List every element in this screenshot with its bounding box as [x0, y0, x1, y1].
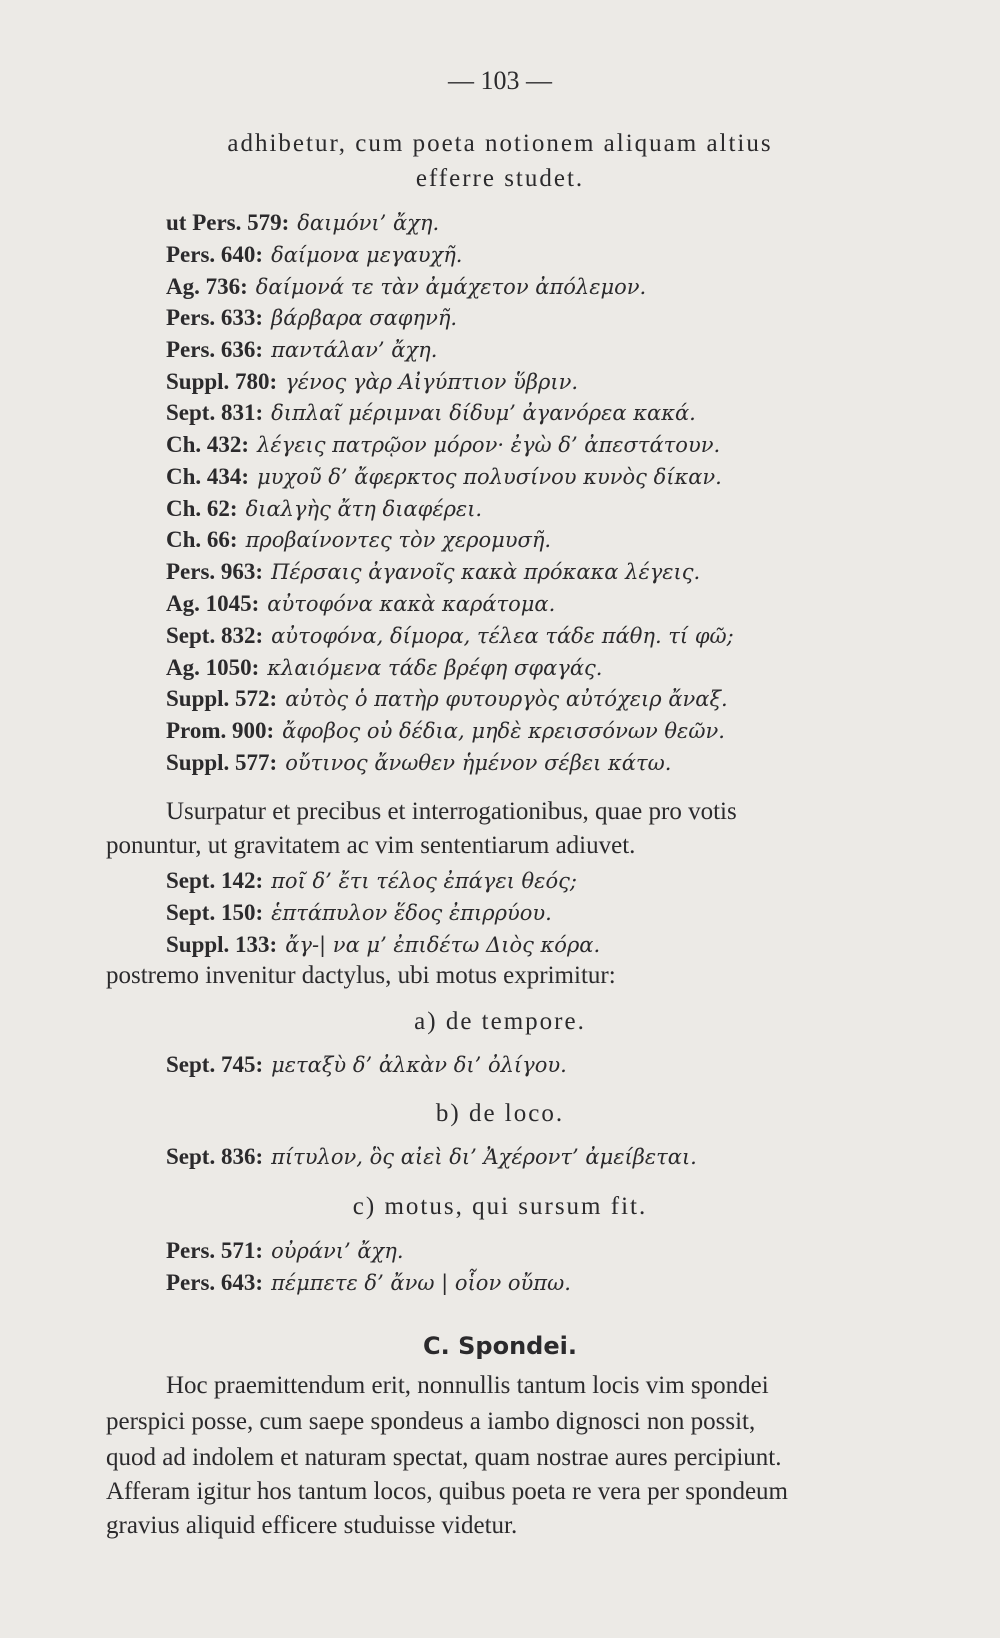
citation: Ag. 736: — [166, 274, 248, 299]
greek-quote: οὔτινος ἄνωθεν ἡμένον σέβει κάτω. — [285, 751, 672, 775]
citation: Sept. 836: — [166, 1144, 264, 1169]
citation: Sept. 745: — [166, 1052, 264, 1077]
paragraph-line: gravius aliquid efficere studuisse videtur. — [106, 1512, 518, 1539]
citation: Pers. 963: — [166, 559, 264, 584]
subsection-c-label: c) motus, qui sursum fit. — [352, 1193, 648, 1220]
citation: Ag. 1050: — [166, 655, 260, 680]
example-row — [166, 305, 457, 331]
paragraph-line: quod ad indolem et naturam spectat, quam nostrae aures percipiunt. — [106, 1444, 782, 1471]
example-row — [166, 868, 577, 894]
greek-quote: αὐτοφόνα κακὰ καράτομα. — [267, 592, 556, 616]
citation: Sept. 142: — [166, 868, 264, 893]
greek-quote: Πέρσαις ἀγανοῖς κακὰ πρόκακα λέγεις. — [271, 560, 701, 584]
greek-quote: γένος γὰρ Αἰγύπτιον ὕβριν. — [285, 370, 579, 394]
subsection-a-label: a) de tempore. — [414, 1008, 586, 1035]
greek-quote: ἄφοβος οὐ δέδια, μηδὲ κρεισσόνων θεῶν. — [282, 719, 725, 743]
citation: Ch. 66: — [166, 527, 238, 552]
citation: Pers. 640: — [166, 242, 264, 267]
section-heading: C. Spondei. — [423, 1332, 577, 1360]
citation: Ch. 434: — [166, 464, 250, 489]
intro-line-2: efferre studet. — [415, 165, 585, 192]
example-row — [166, 750, 671, 776]
example-row — [166, 369, 578, 395]
greek-quote: πίτυλον, ὃς αἰεὶ δι’ Ἀχέροντ’ ἀμείβεται. — [271, 1145, 697, 1169]
citation: Pers. 636: — [166, 337, 264, 362]
citation: Ag. 1045: — [166, 591, 260, 616]
citation: Suppl. 133: — [166, 932, 278, 957]
citation: Suppl. 780: — [166, 369, 278, 394]
example-row — [166, 559, 700, 585]
greek-quote: αὐτὸς ὁ πατὴρ φυτουργὸς αὐτόχειρ ἄναξ. — [285, 687, 728, 711]
example-row — [166, 1144, 697, 1170]
greek-quote: αὐτοφόνα, δίμορα, τέλεα τάδε πάθη. τί φῶ; — [271, 624, 734, 648]
greek-quote: κλαιόμενα τάδε βρέφη σφαγάς. — [267, 656, 603, 680]
example-row — [166, 1238, 404, 1264]
page-number: — 103 — — [448, 66, 552, 95]
example-row — [166, 1052, 567, 1078]
greek-quote: μεταξὺ δ’ ἀλκὰν δι’ ὀλίγου. — [271, 1053, 567, 1077]
example-row — [166, 464, 722, 490]
greek-quote: δαίμονά τε τὰν ἀμάχετον ἀπόλεμον. — [255, 275, 647, 299]
citation: Pers. 633: — [166, 305, 264, 330]
example-row — [166, 432, 720, 458]
example-row — [166, 496, 482, 522]
paragraph-line: Afferam igitur hos tantum locos, quibus poeta re vera per spondeum — [106, 1478, 789, 1505]
example-row — [166, 337, 437, 363]
citation: Pers. 643: — [166, 1270, 264, 1295]
paragraph-line: Hoc praemittendum erit, nonnullis tantum locis vim spondei — [166, 1372, 769, 1399]
greek-quote: προβαίνοντες τὸν χερομυσῆ. — [245, 528, 552, 552]
example-row — [166, 900, 552, 926]
example-row — [166, 1270, 571, 1296]
greek-quote: μυχοῦ δ’ ἄφερκτος πολυσίνου κυνὸς δίκαν. — [257, 465, 722, 489]
example-row — [166, 591, 555, 617]
greek-quote: ποῖ δ’ ἔτι τέλος ἐπάγει θεός; — [271, 869, 577, 893]
citation: Sept. 832: — [166, 623, 264, 648]
greek-quote: δαίμονα μεγαυχῆ. — [271, 243, 463, 267]
example-row — [166, 932, 600, 958]
postremo-line: postremo invenitur dactylus, ubi motus exprimitur: — [106, 962, 616, 989]
example-row — [166, 242, 462, 268]
greek-quote: βάρβαρα σαφηνῆ. — [271, 306, 458, 330]
citation: Sept. 150: — [166, 900, 264, 925]
citation: Ch. 432: — [166, 432, 250, 457]
greek-quote: ἄγ-| να μ’ ἐπιδέτω Διὸς κόρα. — [285, 933, 601, 957]
citation: Prom. 900: — [166, 718, 275, 743]
example-row — [166, 210, 439, 236]
citation: Pers. 571: — [166, 1238, 264, 1263]
example-row — [166, 527, 551, 553]
citation: Suppl. 577: — [166, 750, 278, 775]
citation: ut Pers. 579: — [166, 210, 290, 235]
example-row — [166, 686, 728, 712]
citation: Sept. 831: — [166, 400, 264, 425]
greek-quote: δαιμόνι’ ἄχη. — [297, 211, 440, 235]
greek-quote: λέγεις πατρῷον μόρον· ἐγὼ δ’ ἀπεστάτουν. — [257, 433, 721, 457]
citation: Suppl. 572: — [166, 686, 278, 711]
greek-quote: διπλαῖ μέριμναι δίδυμ’ ἀγανόρεα κακά. — [271, 401, 696, 425]
example-row — [166, 655, 602, 681]
paragraph-line: perspici posse, cum saepe spondeus a iambo dignosci non possit, — [106, 1408, 756, 1435]
intro-line-1: adhibetur, cum poeta notionem aliquam altius — [227, 130, 773, 157]
example-row — [166, 400, 696, 426]
subsection-b-label: b) de loco. — [435, 1100, 565, 1127]
example-row — [166, 274, 646, 300]
citation: Ch. 62: — [166, 496, 238, 521]
example-row — [166, 623, 734, 649]
greek-quote: ἑπτάπυλον ἕδος ἐπιρρύου. — [271, 901, 552, 925]
example-row — [166, 718, 725, 744]
usurpatur-line-2: ponuntur, ut gravitatem ac vim sententiarum adiuvet. — [106, 832, 636, 859]
greek-quote: παντάλαν’ ἄχη. — [271, 338, 438, 362]
greek-quote: διαλγὴς ἄτη διαφέρει. — [245, 497, 483, 521]
usurpatur-line-1: Usurpatur et precibus et interrogationibus, quae pro votis — [166, 798, 737, 825]
greek-quote: πέμπετε δ’ ἄνω | οἷον οὔπω. — [271, 1271, 571, 1295]
greek-quote: οὐράνι’ ἄχη. — [271, 1239, 404, 1263]
